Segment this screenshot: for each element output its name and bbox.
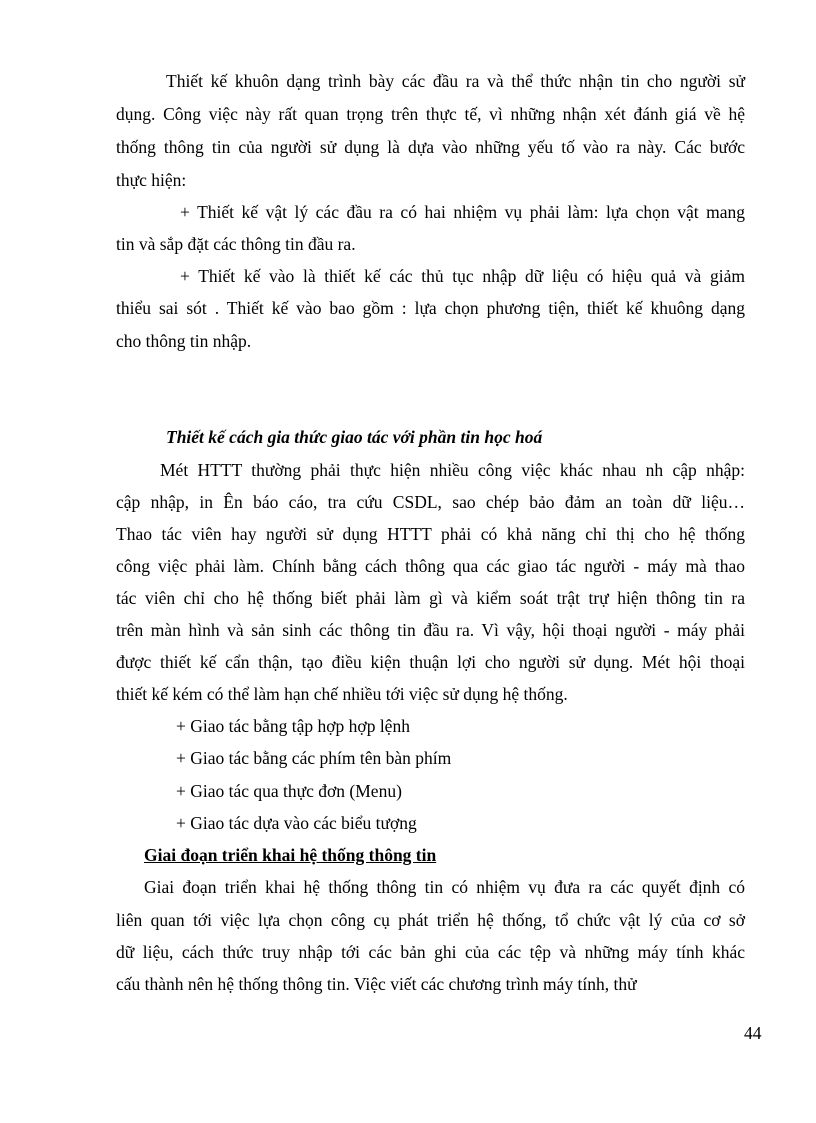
section-heading-interaction: Thiết kế cách gia thức giao tác với phần tin học hoá [166, 427, 543, 447]
para3-line-2: thiểu sai sót . Thiết kế vào bao gồm : lựa chọn phương tiện, thiết kế khuông dạng [116, 298, 745, 318]
para5-line-1: Giai đoạn triển khai hệ thống thông tin có nhiệm vụ đưa ra các quyết định có [144, 877, 745, 897]
para4-line-8: thiết kế kém có thể làm hạn chế nhiều tới việc sử dụng hệ thống. [116, 684, 568, 704]
bullet-item: + Giao tác bằng các phím tên bàn phím [176, 748, 452, 768]
para5-line-4: cấu thành nên hệ thống thông tin. Việc viết các chương trình máy tính, thử [116, 974, 637, 994]
para2-line-2: tin và sắp đặt các thông tin đầu ra. [116, 234, 356, 254]
para4-line-2: cập nhập, in Ên báo cáo, tra cứu CSDL, sao chép bảo đảm an toàn dữ liệu… [116, 492, 745, 512]
bullet-item: + Giao tác dựa vào các biểu tượng [176, 813, 417, 833]
para4-line-6: trên màn hình và sản sinh các thông tin đầu ra. Vì vậy, hội thoại người - máy phải [116, 620, 745, 640]
para4-line-5: tác viên chỉ cho hệ thống biết phải làm gì và kiểm soát trật trự hiện thông tin ra [116, 588, 745, 608]
para4-line-7: được thiết kế cẩn thận, tạo điều kiện thuận lợi cho người sử dụng. Mét hội thoại [116, 652, 745, 672]
page-number: 44 [744, 1023, 762, 1043]
para1-line-2: dụng. Công việc này rất quan trọng trên thực tế, vì những nhận xét đánh giá về hệ [116, 104, 745, 124]
para5-line-2: liên quan tới việc lựa chọn công cụ phát triển hệ thống, tổ chức vật lý của cơ sở [116, 910, 745, 930]
para2-line-1: + Thiết kế vật lý các đầu ra có hai nhiệm vụ phải làm: lựa chọn vật mang [180, 202, 745, 222]
para5-line-3: dữ liệu, cách thức truy nhập tới các bản ghi của các tệp và những máy tính khác [116, 942, 745, 962]
para1-line-4: thực hiện: [116, 170, 187, 190]
para1-line-1: Thiết kế khuôn dạng trình bày các đầu ra và thể thức nhận tin cho người sử [166, 71, 745, 91]
section-heading-deployment: Giai đoạn triển khai hệ thống thông tin [144, 845, 437, 865]
para4-line-3: Thao tác viên hay người sử dụng HTTT phải có khả năng chỉ thị cho hệ thống [116, 524, 745, 544]
bullet-item: + Giao tác bằng tập hợp hợp lệnh [176, 716, 410, 736]
bullet-item: + Giao tác qua thực đơn (Menu) [176, 781, 402, 801]
para4-line-4: công việc phải làm. Chính bằng cách thông qua các giao tác người - máy mà thao [116, 556, 745, 576]
para3-line-3: cho thông tin nhập. [116, 331, 252, 351]
para3-line-1: + Thiết kế vào là thiết kế các thủ tục nhập dữ liệu có hiệu quả và giảm [180, 266, 745, 286]
para1-line-3: thống thông tin của người sử dụng là dựa vào những yếu tố vào ra này. Các bước [116, 137, 745, 157]
para4-line-1: Mét HTTT thường phải thực hiện nhiều công việc khác nhau nh cập nhập: [160, 460, 745, 480]
